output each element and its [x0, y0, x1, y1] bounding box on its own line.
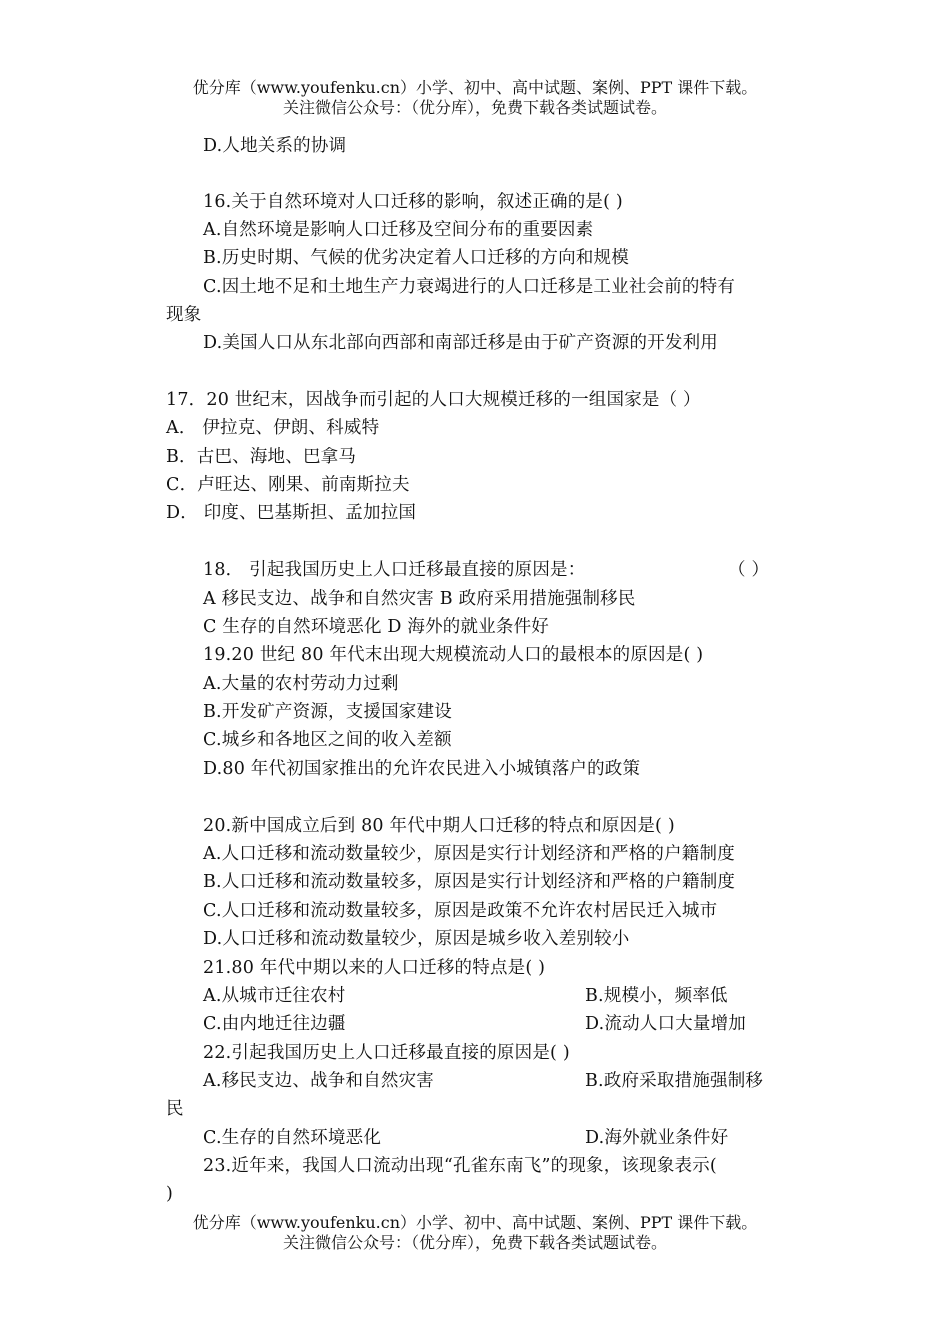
q22-option-b: B.政府采取措施强制移 — [585, 1071, 764, 1091]
q20-option-c: C.人口迁移和流动数量较多，原因是政策不允许农村居民迁入城市 — [203, 901, 718, 921]
footer-line-2: 关注微信公众号：（优分库），免费下载各类试题试卷。 — [282, 1233, 667, 1252]
q22-option-b-cont: 民 — [166, 1099, 184, 1119]
q23-stem: 23.近年来，我国人口流动出现“孔雀东南飞”的现象，该现象表示( — [203, 1156, 717, 1176]
q22-stem: 22.引起我国历史上人口迁移最直接的原因是( ) — [203, 1043, 570, 1063]
q17-option-d: D． 印度、巴基斯担、孟加拉国 — [166, 503, 417, 523]
q22-option-c: C.生存的自然环境恶化 — [203, 1128, 382, 1148]
q20-option-d: D.人口迁移和流动数量较少，原因是城乡收入差别较小 — [203, 929, 630, 949]
q19-option-c: C.城乡和各地区之间的收入差额 — [203, 730, 452, 750]
q20-option-a: A.人口迁移和流动数量较少，原因是实行计划经济和严格的户籍制度 — [203, 844, 735, 864]
q18-options-cd: C 生存的自然环境恶化 D 海外的就业条件好 — [203, 617, 550, 637]
q19-option-b: B.开发矿产资源，支援国家建设 — [203, 702, 452, 722]
q17-stem: 17．20 世纪末，因战争而引起的人口大规模迁移的一组国家是（ ） — [166, 390, 701, 410]
q16-option-b: B.历史时期、气候的优劣决定着人口迁移的方向和规模 — [203, 248, 629, 268]
q16-option-a: A.自然环境是影响人口迁移及空间分布的重要因素 — [203, 220, 594, 240]
page-footer — [0, 1213, 950, 1253]
q16-option-c-cont: 现象 — [166, 305, 202, 325]
q21-option-b: B.规模小，频率低 — [585, 986, 728, 1006]
q23-stem-cont: ) — [166, 1184, 174, 1204]
q15-option-d: D.人地关系的协调 — [203, 136, 347, 156]
q17-option-b: B．古巴、海地、巴拿马 — [166, 447, 357, 467]
q18-options-ab: A 移民支边、战争和自然灾害 B 政府采用措施强制移民 — [203, 589, 636, 609]
q19-option-a: A.大量的农村劳动力过剩 — [203, 674, 399, 694]
q16-stem: 16.关于自然环境对人口迁移的影响，叙述正确的是( ) — [203, 192, 623, 212]
header-line-2: 关注微信公众号：（优分库），免费下载各类试题试卷。 — [282, 98, 667, 117]
page-header — [0, 78, 950, 118]
q18-stem: 18． 引起我国历史上人口迁移最直接的原因是： — [203, 560, 586, 580]
q21-option-c: C.由内地迁往边疆 — [203, 1014, 346, 1034]
q19-stem: 19.20 世纪 80 年代末出现大规模流动人口的最根本的原因是( ) — [203, 645, 704, 665]
q21-option-a: A.从城市迁往农村 — [203, 986, 346, 1006]
q17-option-c: C．卢旺达、刚果、前南斯拉夫 — [166, 475, 410, 495]
q19-option-d: D.80 年代初国家推出的允许农民进入小城镇落户的政策 — [203, 759, 641, 779]
q16-option-c: C.因土地不足和土地生产力衰竭进行的人口迁移是工业社会前的特有 — [203, 277, 736, 297]
header-line-1: 优分库（www.youfenku.cn）小学、初中、高中试题、案例、PPT 课件下载。 — [192, 78, 758, 97]
q21-option-d: D.流动人口大量增加 — [585, 1014, 746, 1034]
q22-option-a: A.移民支边、战争和自然灾害 — [203, 1071, 434, 1091]
q17-option-a: A． 伊拉克、伊朗、科威特 — [166, 418, 380, 438]
q20-option-b: B.人口迁移和流动数量较多，原因是实行计划经济和严格的户籍制度 — [203, 872, 736, 892]
q21-stem: 21.80 年代中期以来的人口迁移的特点是( ) — [203, 958, 546, 978]
q22-option-d: D.海外就业条件好 — [585, 1128, 729, 1148]
q20-stem: 20.新中国成立后到 80 年代中期人口迁移的特点和原因是( ) — [203, 816, 675, 836]
q16-option-d: D.美国人口从东北部向西部和南部迁移是由于矿产资源的开发利用 — [203, 333, 718, 353]
q18-answer-blank: （ ） — [728, 560, 770, 580]
footer-line-1: 优分库（www.youfenku.cn）小学、初中、高中试题、案例、PPT 课件下载。 — [192, 1213, 758, 1232]
